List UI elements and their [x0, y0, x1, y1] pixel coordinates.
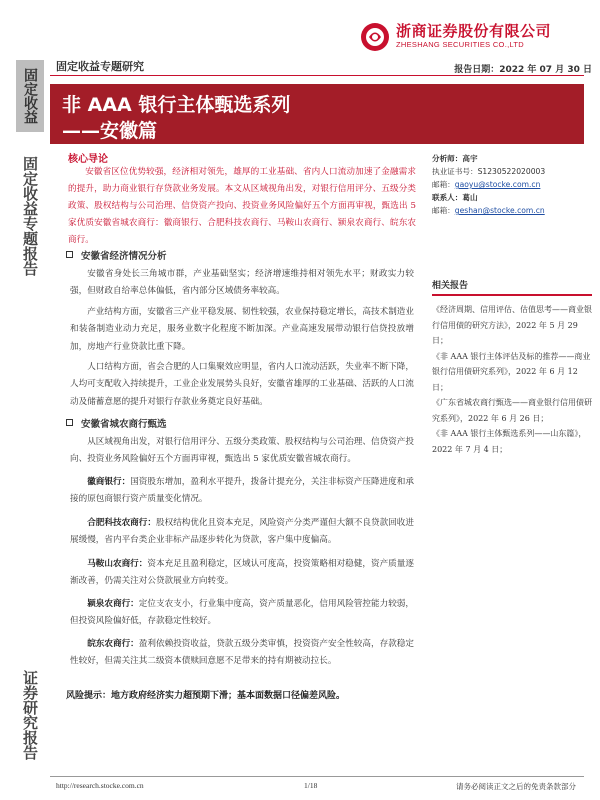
- title-banner: [50, 84, 584, 144]
- related-report-item: 《非 AAA 银行主体评估及标的推荐——商业银行信用债研究系列》，2022 年 6 月 12 日；: [432, 351, 591, 392]
- side-label-mid-text: 固定收益专题报告: [21, 156, 39, 276]
- company-name-en: ZHESHANG SECURITIES CO.,LTD: [396, 40, 524, 49]
- section-heading-economy: [66, 248, 167, 262]
- analyst-label: 分析师：: [432, 154, 463, 163]
- side-label-bottom: [16, 666, 44, 800]
- related-reports-list: [432, 302, 592, 457]
- bank-name: 颍泉农商行：: [87, 599, 139, 609]
- bank-name: 马鞍山农商行：: [87, 559, 148, 569]
- bank-text: 定位支农支小，行业集中度高，资产质量恶化，信用风险管控能力较弱，但投资风险偏好低，存款稳定性较好。: [70, 599, 414, 627]
- report-type: 固定收益专题研究: [56, 60, 144, 73]
- bank-paragraph-wandong: [70, 636, 414, 671]
- bank-text: 盈利依赖投资收益，贷款五级分类审慎，投资资产安全性较高，存款稳定性较好，但需关注其二级资本债赎回意愿不足带来的持有期被动拉长。: [70, 639, 414, 667]
- report-subtitle: ——安徽篇: [62, 120, 158, 142]
- bank-paragraph-huishang: [70, 474, 414, 509]
- company-logo-icon: [360, 22, 390, 52]
- bank-text: 国资股东增加，盈利水平提升，拨备计提充分，关注非标资产压降进度和承接的原包商银行资产质量变化情况。: [70, 477, 414, 505]
- contact-label: 联系人：: [432, 193, 463, 202]
- section-heading-text: 安徽省经济情况分析: [81, 251, 167, 262]
- related-reports-title: 相关报告: [432, 278, 592, 296]
- section-heading-banks: [66, 416, 167, 430]
- bank-text: 股权结构优化且资本充足，风险资产分类严谨但大额不良贷款回收进展缓慢，省内平台类企业非标产品逐步转化为贷款，客户集中度偏高。: [70, 518, 414, 546]
- report-date: [454, 62, 592, 75]
- section-heading-text: 安徽省城农商行甄选: [81, 419, 167, 430]
- core-heading: 核心导论: [68, 154, 108, 165]
- bank-paragraph-yingquan: [70, 596, 414, 631]
- page-footer: [50, 776, 584, 794]
- page-number: 1/18: [304, 781, 318, 790]
- email-label: 邮箱：: [432, 206, 455, 215]
- paragraph: 人口结构方面，省会合肥的人口集聚效应明显，省内人口流动活跃，失业率不断下降，人均可支配收入持续提升，工业企业发展势头良好，安徽省雄厚的工业基础、活跃的人口流动及储蓄意愿的提升对银行存款业务奠定良好基础。: [70, 362, 414, 407]
- analyst-info: [432, 152, 592, 217]
- report-date-value: 2022 年 07 月 30 日: [499, 65, 592, 75]
- contact-email-link[interactable]: geshan@stocke.com.cn: [454, 206, 545, 215]
- company-logo: [360, 20, 560, 56]
- contact-name: 葛山: [462, 193, 478, 202]
- risk-warning: 风险提示：地方政府经济实力超预期下滑；基本面数据口径偏差风险。: [66, 691, 346, 701]
- paragraph: 安徽省身处长三角城市群，产业基础坚实；经济增速维持相对领先水平；财政实力较强，但财政自给率总体偏低，省内部分区域债务率较高。: [70, 269, 414, 297]
- bank-name: 徽商银行：: [87, 477, 131, 487]
- core-summary: 安徽省区位优势较强，经济相对领先，雄厚的工业基础、省内人口流动加速了金融需求的提升，助力商业银行存贷款业务发展。本文从区域视角出发，对银行信用评分、五级分类政策、股权结构与公司治理、信贷资产投向、投资业务风险偏好五个方面再审视，甄选出 5 家优质安徽省城农商行：徽商银行、合肥科技农商行、马鞍山农商行、颍泉农商行、皖东农商行。: [68, 167, 416, 245]
- bank-paragraph-maanshan: [70, 556, 414, 591]
- side-label-bottom-text: 证券研究报告: [21, 670, 39, 760]
- bank-name: 皖东农商行：: [87, 639, 139, 649]
- bank-name: 合肥科技农商行：: [87, 518, 156, 528]
- side-label-top: [16, 60, 44, 132]
- related-report-item: 《广东省城农商行甄选——商业银行信用债研究系列》，2022 年 6 月 26 日；: [432, 398, 592, 423]
- analyst-name: 高宇: [462, 154, 478, 163]
- cert-label: 执业证书号：: [432, 167, 478, 176]
- bank-text: 资本充足且盈利稳定，区域认可度高，投资策略相对稳健，资产质量逐渐改善，仍需关注对公贷款展业方向转变。: [70, 559, 414, 587]
- related-reports: [432, 278, 592, 457]
- square-bullet-icon: [66, 419, 73, 426]
- email-label: 邮箱：: [432, 180, 455, 189]
- company-name-cn: 浙商证券股份有限公司: [396, 22, 552, 40]
- cert-number: S1230522020003: [477, 167, 546, 176]
- bank-paragraph-hefei: [70, 515, 414, 550]
- footer-disclaimer: 请务必阅读正文之后的免责条款部分: [456, 782, 576, 791]
- analyst-email-link[interactable]: gaoyu@stocke.com.cn: [454, 180, 541, 189]
- footer-url-link[interactable]: http://research.stocke.com.cn: [56, 781, 144, 790]
- report-date-label: 报告日期：: [454, 65, 500, 75]
- square-bullet-icon: [66, 251, 73, 258]
- side-label-top-text: 固定收益: [22, 68, 38, 124]
- side-label-mid: [16, 152, 44, 352]
- related-report-item: 《经济周期、信用评估、估值思考——商业银行信用债的研究方法》，2022 年 5 月 29 日；: [432, 305, 592, 345]
- report-title: 非 AAA 银行主体甄选系列: [62, 94, 291, 116]
- paragraph: 产业结构方面，安徽省三产业平稳发展、韧性较强，农业保持稳定增长，高技术制造业和装备制造业动力充足，服务业数字化程度不断加深。产业高速发展带动银行信贷投放增加，房地产行业贷款比重下降。: [70, 307, 414, 352]
- related-report-item: 《非 AAA 银行主体甄选系列——山东篇》，2022 年 7 月 4 日；: [432, 429, 587, 454]
- paragraph: 从区域视角出发，对银行信用评分、五级分类政策、股权结构与公司治理、信贷资产投向、投资业务风险偏好五个方面再审视，甄选出 5 家优质安徽省城农商行。: [70, 437, 414, 465]
- side-strip: [16, 60, 44, 800]
